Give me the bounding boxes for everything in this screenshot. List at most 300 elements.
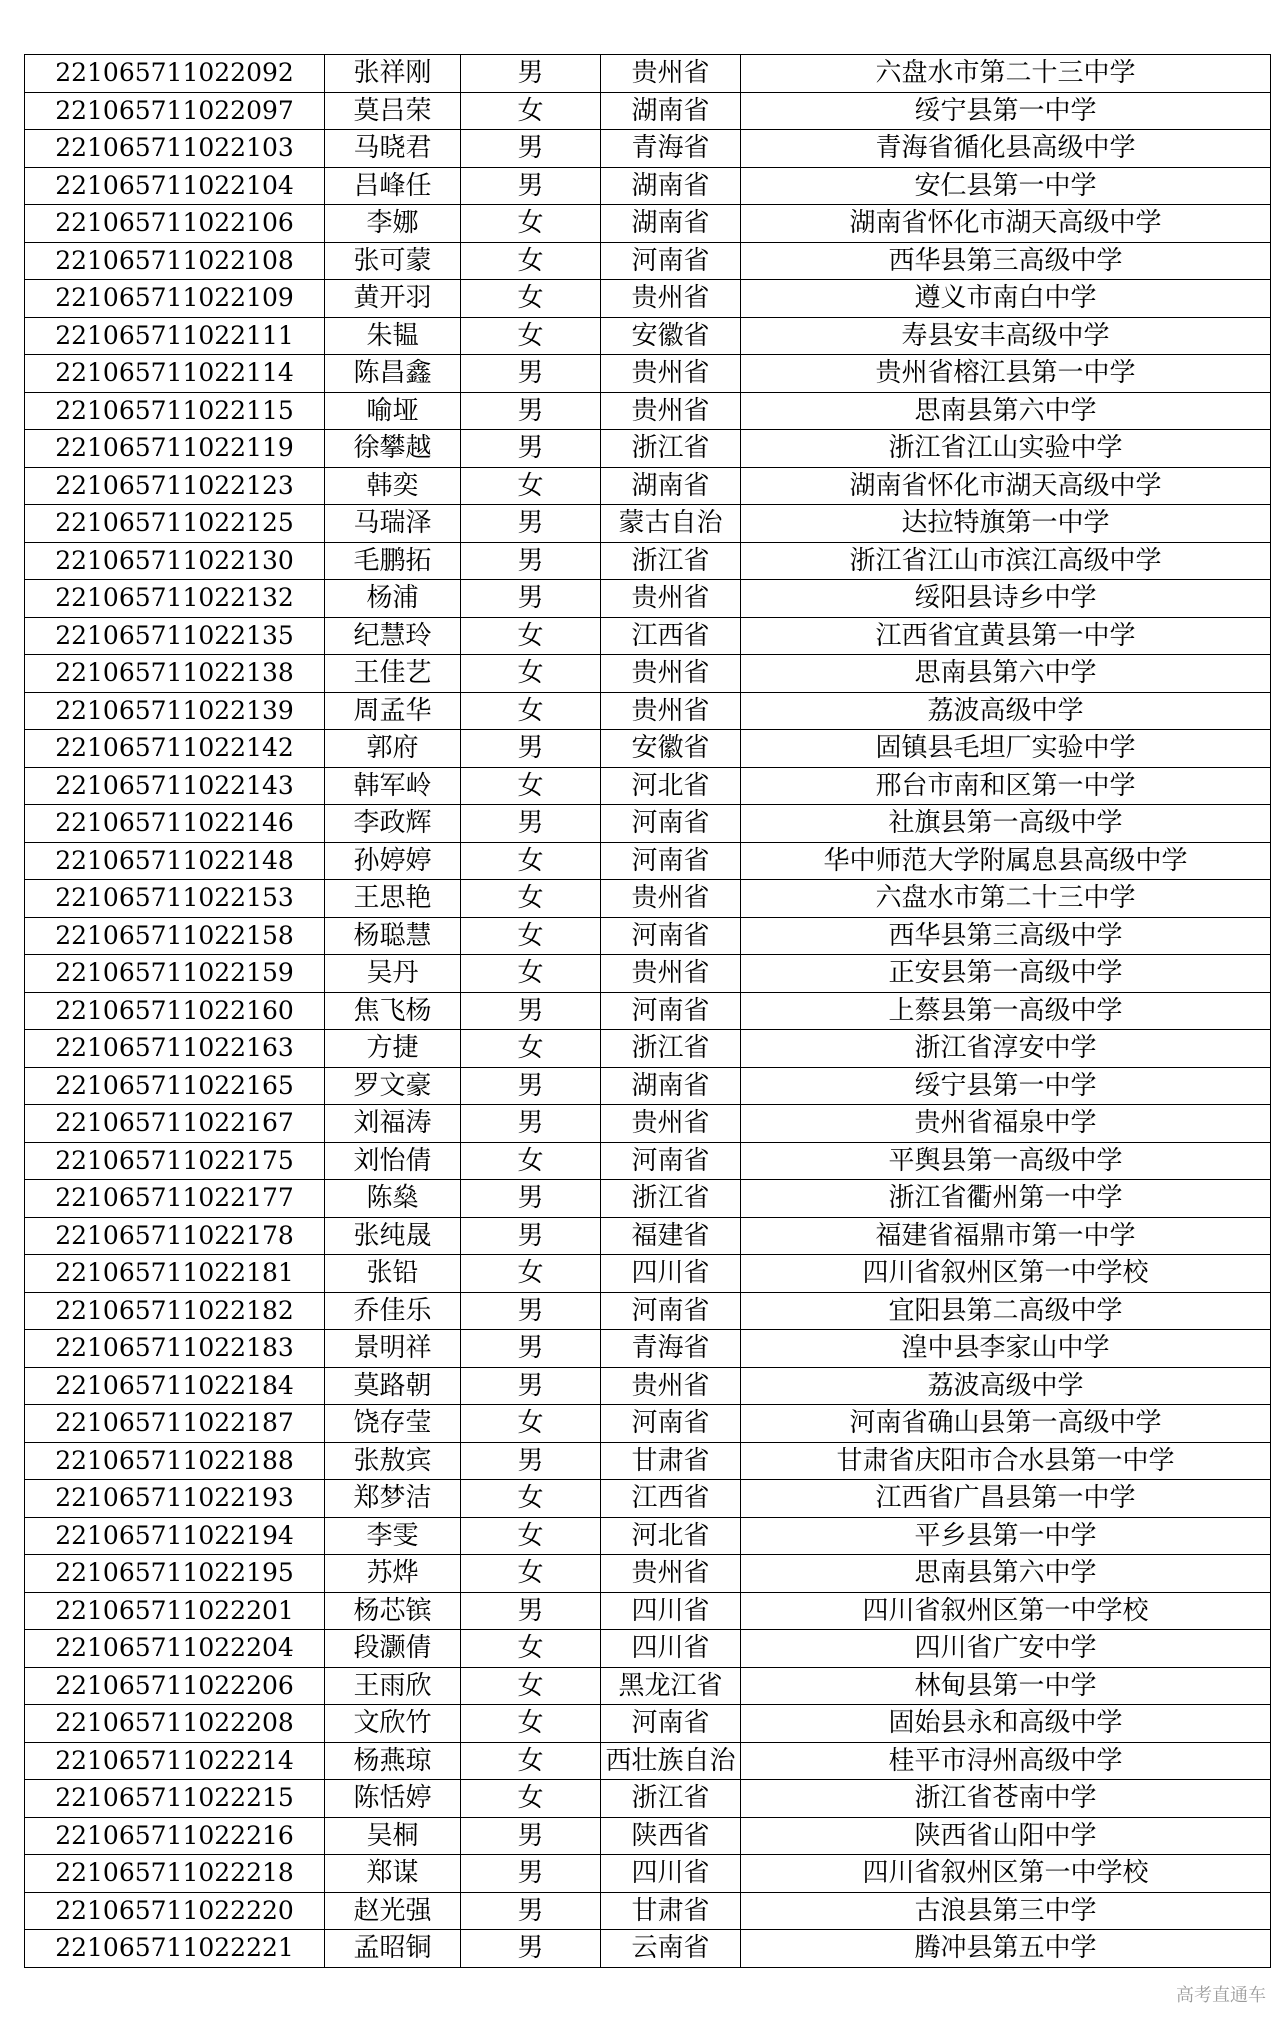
province-cell: 福建省	[601, 1217, 741, 1255]
table-row	[25, 1892, 1271, 1930]
school-cell: 贵州省福泉中学	[741, 1105, 1271, 1143]
student-id-cell: 221065711022165	[25, 1067, 325, 1105]
name-cell: 罗文豪	[325, 1067, 461, 1105]
student-id-cell: 221065711022153	[25, 880, 325, 918]
school-cell: 湟中县李家山中学	[741, 1330, 1271, 1368]
school-cell: 平舆县第一高级中学	[741, 1142, 1271, 1180]
name-cell: 孟昭铜	[325, 1930, 461, 1968]
gender-cell: 男	[461, 1930, 601, 1968]
school-cell: 思南县第六中学	[741, 392, 1271, 430]
table-row	[25, 1255, 1271, 1293]
gender-cell: 女	[461, 92, 601, 130]
table-row	[25, 280, 1271, 318]
student-id-cell: 221065711022183	[25, 1330, 325, 1368]
school-cell: 社旗县第一高级中学	[741, 805, 1271, 843]
table-row	[25, 505, 1271, 543]
gender-cell: 女	[461, 205, 601, 243]
name-cell: 苏烨	[325, 1555, 461, 1593]
province-cell: 湖南省	[601, 467, 741, 505]
school-cell: 安仁县第一中学	[741, 167, 1271, 205]
name-cell: 李政辉	[325, 805, 461, 843]
gender-cell: 男	[461, 1592, 601, 1630]
table-row	[25, 1030, 1271, 1068]
table-row	[25, 242, 1271, 280]
name-cell: 韩奕	[325, 467, 461, 505]
name-cell: 陈恬婷	[325, 1780, 461, 1818]
table-row	[25, 1555, 1271, 1593]
student-id-cell: 221065711022125	[25, 505, 325, 543]
student-id-cell: 221065711022182	[25, 1292, 325, 1330]
school-cell: 邢台市南和区第一中学	[741, 767, 1271, 805]
gender-cell: 男	[461, 505, 601, 543]
table-row	[25, 842, 1271, 880]
table-row	[25, 805, 1271, 843]
province-cell: 甘肃省	[601, 1442, 741, 1480]
name-cell: 乔佳乐	[325, 1292, 461, 1330]
name-cell: 方捷	[325, 1030, 461, 1068]
table-row	[25, 1067, 1271, 1105]
name-cell: 郭府	[325, 730, 461, 768]
school-cell: 达拉特旗第一中学	[741, 505, 1271, 543]
table-row	[25, 1930, 1271, 1968]
table-row	[25, 1142, 1271, 1180]
school-cell: 西华县第三高级中学	[741, 917, 1271, 955]
gender-cell: 女	[461, 1405, 601, 1443]
student-id-cell: 221065711022103	[25, 130, 325, 168]
province-cell: 贵州省	[601, 1367, 741, 1405]
province-cell: 河南省	[601, 242, 741, 280]
name-cell: 吴丹	[325, 955, 461, 993]
name-cell: 朱韫	[325, 317, 461, 355]
school-cell: 固镇县毛坦厂实验中学	[741, 730, 1271, 768]
school-cell: 正安县第一高级中学	[741, 955, 1271, 993]
school-cell: 浙江省江山实验中学	[741, 430, 1271, 468]
school-cell: 荔波高级中学	[741, 1367, 1271, 1405]
name-cell: 文欣竹	[325, 1705, 461, 1743]
name-cell: 韩军岭	[325, 767, 461, 805]
school-cell: 甘肃省庆阳市合水县第一中学	[741, 1442, 1271, 1480]
school-cell: 寿县安丰高级中学	[741, 317, 1271, 355]
name-cell: 李雯	[325, 1517, 461, 1555]
province-cell: 浙江省	[601, 1030, 741, 1068]
gender-cell: 女	[461, 1780, 601, 1818]
province-cell: 浙江省	[601, 542, 741, 580]
gender-cell: 男	[461, 1892, 601, 1930]
gender-cell: 男	[461, 55, 601, 93]
school-cell: 浙江省江山市滨江高级中学	[741, 542, 1271, 580]
student-id-cell: 221065711022218	[25, 1855, 325, 1893]
name-cell: 莫路朝	[325, 1367, 461, 1405]
student-id-cell: 221065711022115	[25, 392, 325, 430]
school-cell: 湖南省怀化市湖天高级中学	[741, 205, 1271, 243]
table-row	[25, 1442, 1271, 1480]
province-cell: 河南省	[601, 1142, 741, 1180]
name-cell: 莫吕荣	[325, 92, 461, 130]
province-cell: 贵州省	[601, 880, 741, 918]
student-id-cell: 221065711022216	[25, 1817, 325, 1855]
table-row	[25, 1330, 1271, 1368]
province-cell: 河南省	[601, 1292, 741, 1330]
name-cell: 张可蒙	[325, 242, 461, 280]
gender-cell: 男	[461, 805, 601, 843]
province-cell: 湖南省	[601, 205, 741, 243]
province-cell: 浙江省	[601, 1780, 741, 1818]
school-cell: 古浪县第三中学	[741, 1892, 1271, 1930]
table-row	[25, 1780, 1271, 1818]
table-row	[25, 1817, 1271, 1855]
gender-cell: 女	[461, 242, 601, 280]
student-id-cell: 221065711022130	[25, 542, 325, 580]
table-row	[25, 1855, 1271, 1893]
table-row	[25, 55, 1271, 93]
gender-cell: 女	[461, 655, 601, 693]
student-id-cell: 221065711022160	[25, 992, 325, 1030]
school-cell: 四川省叙州区第一中学校	[741, 1855, 1271, 1893]
province-cell: 青海省	[601, 1330, 741, 1368]
student-id-cell: 221065711022181	[25, 1255, 325, 1293]
watermark-text: 高考直通车	[1176, 1985, 1266, 2006]
name-cell: 段灏倩	[325, 1630, 461, 1668]
table-row	[25, 430, 1271, 468]
province-cell: 江西省	[601, 1480, 741, 1518]
student-id-cell: 221065711022195	[25, 1555, 325, 1593]
province-cell: 甘肃省	[601, 1892, 741, 1930]
table-row	[25, 167, 1271, 205]
gender-cell: 男	[461, 992, 601, 1030]
gender-cell: 女	[461, 1255, 601, 1293]
name-cell: 郑梦洁	[325, 1480, 461, 1518]
gender-cell: 女	[461, 1555, 601, 1593]
name-cell: 刘福涛	[325, 1105, 461, 1143]
student-id-cell: 221065711022193	[25, 1480, 325, 1518]
school-cell: 江西省广昌县第一中学	[741, 1480, 1271, 1518]
province-cell: 四川省	[601, 1855, 741, 1893]
student-id-cell: 221065711022215	[25, 1780, 325, 1818]
table-row	[25, 617, 1271, 655]
gender-cell: 男	[461, 167, 601, 205]
school-cell: 江西省宜黄县第一中学	[741, 617, 1271, 655]
school-cell: 荔波高级中学	[741, 692, 1271, 730]
name-cell: 马晓君	[325, 130, 461, 168]
table-row	[25, 1705, 1271, 1743]
table-row	[25, 542, 1271, 580]
school-cell: 绥宁县第一中学	[741, 92, 1271, 130]
province-cell: 湖南省	[601, 167, 741, 205]
province-cell: 河南省	[601, 805, 741, 843]
table-row	[25, 917, 1271, 955]
student-id-cell: 221065711022177	[25, 1180, 325, 1218]
student-id-cell: 221065711022175	[25, 1142, 325, 1180]
student-id-cell: 221065711022108	[25, 242, 325, 280]
school-cell: 河南省确山县第一高级中学	[741, 1405, 1271, 1443]
name-cell: 陈燊	[325, 1180, 461, 1218]
table-row	[25, 1292, 1271, 1330]
student-id-cell: 221065711022221	[25, 1930, 325, 1968]
province-cell: 河南省	[601, 992, 741, 1030]
student-id-cell: 221065711022163	[25, 1030, 325, 1068]
gender-cell: 男	[461, 1180, 601, 1218]
gender-cell: 男	[461, 430, 601, 468]
school-cell: 林甸县第一中学	[741, 1667, 1271, 1705]
school-cell: 浙江省淳安中学	[741, 1030, 1271, 1068]
table-row	[25, 1105, 1271, 1143]
table-row	[25, 1217, 1271, 1255]
student-id-cell: 221065711022187	[25, 1405, 325, 1443]
province-cell: 四川省	[601, 1255, 741, 1293]
gender-cell: 女	[461, 767, 601, 805]
student-id-cell: 221065711022158	[25, 917, 325, 955]
province-cell: 西壮族自治	[601, 1742, 741, 1780]
school-cell: 四川省叙州区第一中学校	[741, 1255, 1271, 1293]
name-cell: 王雨欣	[325, 1667, 461, 1705]
table-row	[25, 880, 1271, 918]
province-cell: 浙江省	[601, 430, 741, 468]
name-cell: 喻垭	[325, 392, 461, 430]
province-cell: 河北省	[601, 1517, 741, 1555]
province-cell: 河南省	[601, 1705, 741, 1743]
name-cell: 刘怡倩	[325, 1142, 461, 1180]
province-cell: 贵州省	[601, 1555, 741, 1593]
school-cell: 湖南省怀化市湖天高级中学	[741, 467, 1271, 505]
gender-cell: 女	[461, 617, 601, 655]
table-row	[25, 1480, 1271, 1518]
table-row	[25, 1180, 1271, 1218]
student-id-cell: 221065711022146	[25, 805, 325, 843]
table-row	[25, 1592, 1271, 1630]
student-id-cell: 221065711022143	[25, 767, 325, 805]
school-cell: 西华县第三高级中学	[741, 242, 1271, 280]
province-cell: 贵州省	[601, 1105, 741, 1143]
school-cell: 四川省叙州区第一中学校	[741, 1592, 1271, 1630]
name-cell: 王思艳	[325, 880, 461, 918]
school-cell: 桂平市浔州高级中学	[741, 1742, 1271, 1780]
gender-cell: 男	[461, 1817, 601, 1855]
name-cell: 张纯晟	[325, 1217, 461, 1255]
school-cell: 陕西省山阳中学	[741, 1817, 1271, 1855]
name-cell: 张祥刚	[325, 55, 461, 93]
province-cell: 云南省	[601, 1930, 741, 1968]
province-cell: 贵州省	[601, 955, 741, 993]
name-cell: 毛鹏拓	[325, 542, 461, 580]
name-cell: 徐攀越	[325, 430, 461, 468]
school-cell: 绥宁县第一中学	[741, 1067, 1271, 1105]
school-cell: 思南县第六中学	[741, 1555, 1271, 1593]
province-cell: 贵州省	[601, 692, 741, 730]
school-cell: 上蔡县第一高级中学	[741, 992, 1271, 1030]
province-cell: 河南省	[601, 917, 741, 955]
table-row	[25, 955, 1271, 993]
table-row	[25, 1667, 1271, 1705]
name-cell: 景明祥	[325, 1330, 461, 1368]
province-cell: 贵州省	[601, 280, 741, 318]
school-cell: 浙江省苍南中学	[741, 1780, 1271, 1818]
province-cell: 陕西省	[601, 1817, 741, 1855]
province-cell: 贵州省	[601, 355, 741, 393]
gender-cell: 女	[461, 1705, 601, 1743]
gender-cell: 女	[461, 467, 601, 505]
student-id-cell: 221065711022214	[25, 1742, 325, 1780]
school-cell: 宜阳县第二高级中学	[741, 1292, 1271, 1330]
student-id-cell: 221065711022097	[25, 92, 325, 130]
province-cell: 湖南省	[601, 92, 741, 130]
student-id-cell: 221065711022159	[25, 955, 325, 993]
table-row	[25, 1405, 1271, 1443]
gender-cell: 男	[461, 1855, 601, 1893]
gender-cell: 女	[461, 1630, 601, 1668]
school-cell: 腾冲县第五中学	[741, 1930, 1271, 1968]
table-row	[25, 1517, 1271, 1555]
gender-cell: 女	[461, 1030, 601, 1068]
student-id-cell: 221065711022104	[25, 167, 325, 205]
name-cell: 孙婷婷	[325, 842, 461, 880]
gender-cell: 女	[461, 917, 601, 955]
name-cell: 黄开羽	[325, 280, 461, 318]
province-cell: 浙江省	[601, 1180, 741, 1218]
name-cell: 王佳艺	[325, 655, 461, 693]
gender-cell: 女	[461, 1142, 601, 1180]
student-id-cell: 221065711022188	[25, 1442, 325, 1480]
name-cell: 吴桐	[325, 1817, 461, 1855]
school-cell: 青海省循化县高级中学	[741, 130, 1271, 168]
gender-cell: 女	[461, 692, 601, 730]
gender-cell: 男	[461, 1330, 601, 1368]
school-cell: 华中师范大学附属息县高级中学	[741, 842, 1271, 880]
student-id-cell: 221065711022204	[25, 1630, 325, 1668]
table-row	[25, 317, 1271, 355]
table-body	[25, 55, 1271, 1968]
student-id-cell: 221065711022194	[25, 1517, 325, 1555]
school-cell: 贵州省榕江县第一中学	[741, 355, 1271, 393]
name-cell: 张敖宾	[325, 1442, 461, 1480]
table-row	[25, 992, 1271, 1030]
student-id-cell: 221065711022167	[25, 1105, 325, 1143]
province-cell: 贵州省	[601, 655, 741, 693]
student-id-cell: 221065711022132	[25, 580, 325, 618]
table-row	[25, 205, 1271, 243]
student-id-cell: 221065711022092	[25, 55, 325, 93]
gender-cell: 男	[461, 1067, 601, 1105]
gender-cell: 女	[461, 880, 601, 918]
table-row	[25, 692, 1271, 730]
student-id-cell: 221065711022119	[25, 430, 325, 468]
student-id-cell: 221065711022139	[25, 692, 325, 730]
name-cell: 郑谋	[325, 1855, 461, 1893]
table-row	[25, 92, 1271, 130]
province-cell: 贵州省	[601, 55, 741, 93]
table-row	[25, 1742, 1271, 1780]
name-cell: 陈昌鑫	[325, 355, 461, 393]
school-cell: 浙江省衢州第一中学	[741, 1180, 1271, 1218]
name-cell: 马瑞泽	[325, 505, 461, 543]
table-row	[25, 767, 1271, 805]
student-id-cell: 221065711022208	[25, 1705, 325, 1743]
name-cell: 纪慧玲	[325, 617, 461, 655]
student-id-cell: 221065711022220	[25, 1892, 325, 1930]
student-id-cell: 221065711022111	[25, 317, 325, 355]
student-id-cell: 221065711022138	[25, 655, 325, 693]
school-cell: 福建省福鼎市第一中学	[741, 1217, 1271, 1255]
student-id-cell: 221065711022123	[25, 467, 325, 505]
province-cell: 贵州省	[601, 580, 741, 618]
name-cell: 周孟华	[325, 692, 461, 730]
gender-cell: 女	[461, 317, 601, 355]
gender-cell: 女	[461, 1667, 601, 1705]
name-cell: 焦飞杨	[325, 992, 461, 1030]
table-row	[25, 355, 1271, 393]
province-cell: 安徽省	[601, 317, 741, 355]
province-cell: 河南省	[601, 1405, 741, 1443]
school-cell: 遵义市南白中学	[741, 280, 1271, 318]
gender-cell: 男	[461, 130, 601, 168]
province-cell: 贵州省	[601, 392, 741, 430]
province-cell: 江西省	[601, 617, 741, 655]
table-row	[25, 580, 1271, 618]
gender-cell: 男	[461, 542, 601, 580]
name-cell: 吕峰任	[325, 167, 461, 205]
school-cell: 六盘水市第二十三中学	[741, 880, 1271, 918]
table-row	[25, 392, 1271, 430]
gender-cell: 男	[461, 392, 601, 430]
gender-cell: 男	[461, 1292, 601, 1330]
gender-cell: 女	[461, 1480, 601, 1518]
table-row	[25, 730, 1271, 768]
province-cell: 青海省	[601, 130, 741, 168]
school-cell: 六盘水市第二十三中学	[741, 55, 1271, 93]
student-id-cell: 221065711022201	[25, 1592, 325, 1630]
gender-cell: 男	[461, 1105, 601, 1143]
province-cell: 四川省	[601, 1630, 741, 1668]
school-cell: 四川省广安中学	[741, 1630, 1271, 1668]
gender-cell: 男	[461, 1442, 601, 1480]
province-cell: 安徽省	[601, 730, 741, 768]
gender-cell: 男	[461, 1217, 601, 1255]
name-cell: 杨聪慧	[325, 917, 461, 955]
name-cell: 饶存莹	[325, 1405, 461, 1443]
student-id-cell: 221065711022106	[25, 205, 325, 243]
gender-cell: 女	[461, 842, 601, 880]
gender-cell: 男	[461, 355, 601, 393]
name-cell: 杨芯镔	[325, 1592, 461, 1630]
student-id-cell: 221065711022184	[25, 1367, 325, 1405]
school-cell: 固始县永和高级中学	[741, 1705, 1271, 1743]
province-cell: 蒙古自治	[601, 505, 741, 543]
table-row	[25, 1630, 1271, 1668]
name-cell: 李娜	[325, 205, 461, 243]
table-row	[25, 655, 1271, 693]
school-cell: 平乡县第一中学	[741, 1517, 1271, 1555]
name-cell: 赵光强	[325, 1892, 461, 1930]
table-row	[25, 1367, 1271, 1405]
school-cell: 绥阳县诗乡中学	[741, 580, 1271, 618]
gender-cell: 女	[461, 955, 601, 993]
province-cell: 湖南省	[601, 1067, 741, 1105]
gender-cell: 女	[461, 1517, 601, 1555]
school-cell: 思南县第六中学	[741, 655, 1271, 693]
student-id-cell: 221065711022148	[25, 842, 325, 880]
gender-cell: 男	[461, 1367, 601, 1405]
table-row	[25, 467, 1271, 505]
admission-list-table	[24, 54, 1271, 1968]
gender-cell: 男	[461, 580, 601, 618]
gender-cell: 女	[461, 1742, 601, 1780]
gender-cell: 女	[461, 280, 601, 318]
gender-cell: 男	[461, 730, 601, 768]
province-cell: 河北省	[601, 767, 741, 805]
table-row	[25, 130, 1271, 168]
student-id-cell: 221065711022135	[25, 617, 325, 655]
name-cell: 杨燕琼	[325, 1742, 461, 1780]
province-cell: 黑龙江省	[601, 1667, 741, 1705]
